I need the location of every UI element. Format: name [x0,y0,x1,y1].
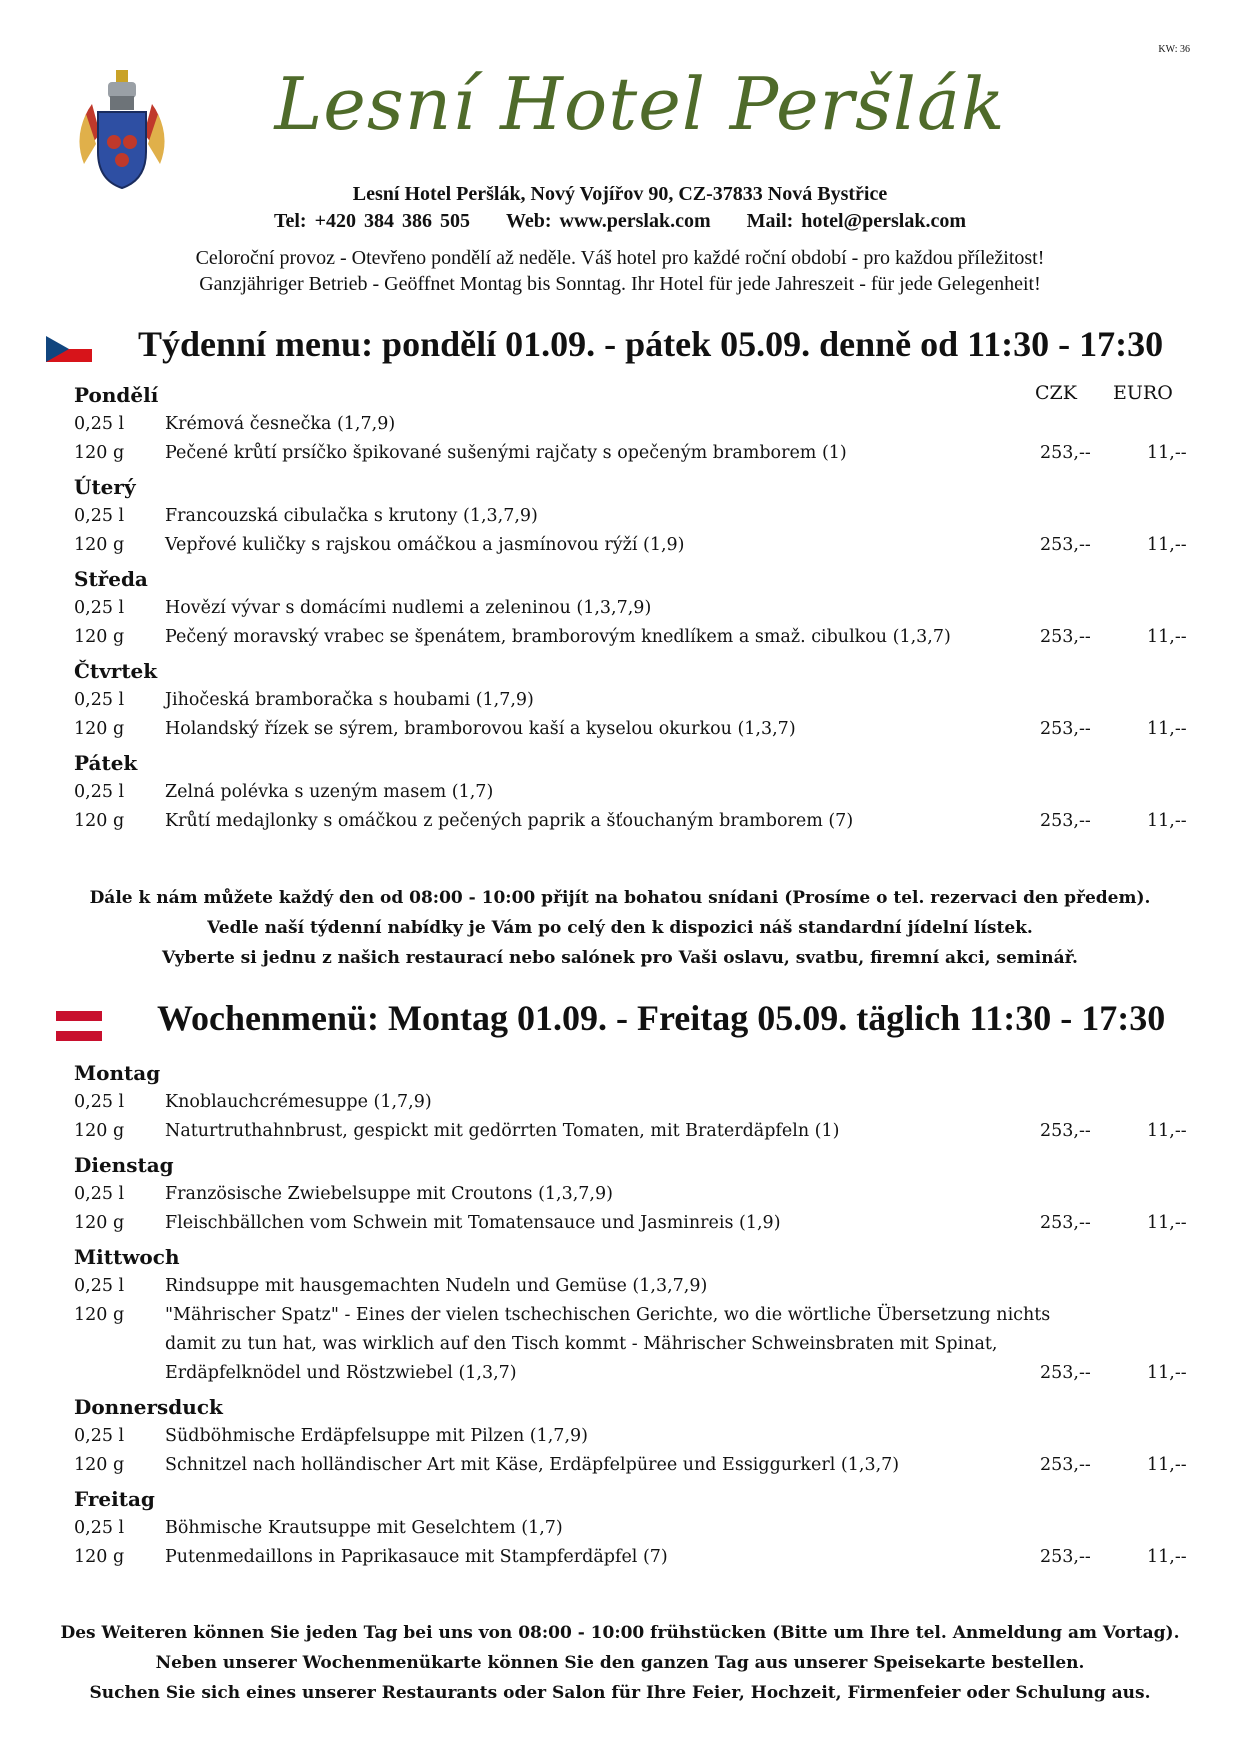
item-quantity: 0,25 l [74,506,125,526]
menu-item [74,807,1190,836]
item-quantity: 120 g [74,627,125,647]
menu-item [74,1422,1190,1451]
menu-item [74,1272,1190,1301]
contact-mail: Mail: hotel@perslak.com [746,210,967,232]
item-dish: Naturtruthahnbrust, gespickt mit gedörrten Tomaten, mit Braterdäpfeln (1) [165,1121,840,1141]
menu-item [74,531,1190,560]
item-dish: Vepřové kuličky s rajskou omáčkou a jasmínovou rýží (1,9) [165,535,685,555]
menu-item [74,1543,1190,1572]
item-quantity: 120 g [74,535,125,555]
menu-list-de [74,1058,1190,1572]
note-line: Neben unserer Wochenmenükarte können Sie den ganzen Tag aus unserer Speisekarte bestellen. [155,1653,1085,1673]
day-heading: Mittwoch [74,1245,180,1269]
item-quantity: 0,25 l [74,782,125,802]
item-quantity: 120 g [74,1547,125,1567]
item-dish: Hovězí vývar s domácími nudlemi a zeleninou (1,3,7,9) [165,598,652,618]
item-price-czk: 253,-- [1040,443,1091,463]
item-dish: Krůtí medajlonky s omáčkou z pečených paprik a šťouchaným bramborem (7) [165,811,854,831]
item-price-eur: 11,-- [1147,1213,1187,1233]
item-dish: Fleischbällchen vom Schwein mit Tomatensauce und Jasminreis (1,9) [165,1213,781,1233]
notes-de [0,1618,1240,1708]
czech-flag-icon [46,336,92,362]
item-quantity: 0,25 l [74,690,125,710]
item-price-eur: 11,-- [1147,1547,1187,1567]
note-line: Vyberte si jednu z našich restaurací nebo salónek pro Vaši oslavu, svatbu, firemní akci, seminář. [162,948,1078,968]
day-heading: Montag [74,1061,161,1085]
item-quantity: 120 g [74,1121,125,1141]
item-price-eur: 11,-- [1147,719,1187,739]
item-dish: Zelná polévka s uzeným masem (1,7) [165,782,494,802]
column-header-czk: CZK [1035,382,1077,404]
menu-item [74,1209,1190,1238]
menu-item [74,439,1190,468]
item-dish: Rindsuppe mit hausgemachten Nudeln und Gemüse (1,3,7,9) [165,1276,708,1296]
item-quantity: 120 g [74,1305,125,1325]
calendar-week-label: KW: 36 [1158,44,1190,55]
menu-item [74,1088,1190,1117]
menu-item [74,623,1190,652]
menu-item [74,778,1190,807]
day-heading: Úterý [74,475,136,499]
item-quantity: 0,25 l [74,1092,125,1112]
item-quantity: 120 g [74,1213,125,1233]
item-dish: "Mährischer Spatz" - Eines der vielen tschechischen Gerichte, wo die wörtliche Übersetzung nichts damit zu tun hat, was wirklich auf den Tisch kommt - Mährischer Schweinsbraten mit Spinat, Erdäpfelknödel und Röstzwiebel (1,3,7) [165,1305,1051,1383]
item-price-eur: 11,-- [1147,627,1187,647]
item-price-czk: 253,-- [1040,1455,1091,1475]
item-price-czk: 253,-- [1040,535,1091,555]
item-price-eur: 11,-- [1147,535,1187,555]
item-price-eur: 11,-- [1147,811,1187,831]
day-heading: Freitag [74,1487,155,1511]
menu-list-cz [74,380,1190,836]
item-price-eur: 11,-- [1147,1363,1187,1383]
austrian-flag-icon [56,1011,102,1041]
hotel-title-logo: Lesní Hotel Peršlák [274,62,1006,146]
item-quantity: 120 g [74,443,125,463]
item-dish: Jihočeská bramboračka s houbami (1,7,9) [165,690,534,710]
hotel-contact [0,210,1240,233]
menu-item [74,1180,1190,1209]
item-dish: Böhmische Krautsuppe mit Geselchtem (1,7) [165,1518,563,1538]
day-heading: Čtvrtek [74,659,158,683]
item-price-czk: 253,-- [1040,1547,1091,1567]
item-quantity: 120 g [74,811,125,831]
menu-item [74,1514,1190,1543]
note-line: Des Weiteren können Sie jeden Tag bei uns von 08:00 - 10:00 frühstücken (Bitte um Ihre tel. Anmeldung am Vortag). [60,1623,1180,1643]
item-quantity: 120 g [74,1455,125,1475]
item-dish: Knoblauchcrémesuppe (1,7,9) [165,1092,432,1112]
note-line: Suchen Sie sich eines unserer Restaurants oder Salon für Ihre Feier, Hochzeit, Firmenfeier oder Schulung aus. [89,1683,1151,1703]
item-quantity: 0,25 l [74,1276,125,1296]
item-dish: Schnitzel nach holländischer Art mit Käse, Erdäpfelpüree und Essiggurkerl (1,3,7) [165,1455,900,1475]
item-quantity: 0,25 l [74,1184,125,1204]
item-dish: Südböhmische Erdäpfelsuppe mit Pilzen (1,7,9) [165,1426,588,1446]
day-heading: Středa [74,567,148,591]
column-header-euro: EURO [1113,382,1173,404]
item-price-czk: 253,-- [1040,1213,1091,1233]
item-price-czk: 253,-- [1040,1363,1091,1383]
item-price-czk: 253,-- [1040,811,1091,831]
contact-tel: Tel: +420 384 386 505 [273,210,470,232]
note-line: Vedle naší týdenní nabídky je Vám po celý den k dispozici náš standardní jídelní lístek. [207,918,1033,938]
hotel-crest-logo [72,64,172,192]
menu-item [74,594,1190,623]
menu-item [74,1117,1190,1146]
item-quantity: 0,25 l [74,1518,125,1538]
item-dish: Putenmedaillons in Paprikasauce mit Stampferdäpfel (7) [165,1547,668,1567]
day-heading: Dienstag [74,1153,174,1177]
day-heading: Pátek [74,751,138,775]
menu-item [74,715,1190,744]
item-price-czk: 253,-- [1040,1121,1091,1141]
menu-item [74,502,1190,531]
item-price-czk: 253,-- [1040,719,1091,739]
item-price-czk: 253,-- [1040,627,1091,647]
hotel-address: Lesní Hotel Peršlák, Nový Vojířov 90, CZ-37833 Nová Bystřice [352,183,888,205]
item-dish: Pečené krůtí prsíčko špikované sušenými rajčaty s opečeným bramborem (1) [165,443,847,463]
item-dish: Holandský řízek se sýrem, bramborovou kaší a kyselou okurkou (1,3,7) [165,719,796,739]
week-menu-heading-de: Wochenmenü: Montag 01.09. - Freitag 05.09. täglich 11:30 - 17:30 [157,998,1166,1038]
day-heading: Pondělí [74,383,159,407]
item-price-eur: 11,-- [1147,1121,1187,1141]
contact-web: Web: www.perslak.com [505,210,711,232]
slogan-cz: Celoroční provoz - Otevřeno pondělí až neděle. Váš hotel pro každé roční období - pro každou příležitost! [195,247,1045,269]
notes-cz [0,883,1240,973]
item-dish: Francouzská cibulačka s krutony (1,3,7,9) [165,506,538,526]
menu-item [74,1451,1190,1480]
menu-item [74,686,1190,715]
item-quantity: 0,25 l [74,1426,125,1446]
item-quantity: 0,25 l [74,414,125,434]
menu-item [74,410,1190,439]
menu-item [74,1301,1190,1388]
item-price-eur: 11,-- [1147,443,1187,463]
item-price-eur: 11,-- [1147,1455,1187,1475]
item-quantity: 120 g [74,719,125,739]
item-dish: Französische Zwiebelsuppe mit Croutons (1,3,7,9) [165,1184,613,1204]
item-dish: Krémová česnečka (1,7,9) [165,414,396,434]
day-heading: Donnersduck [74,1395,223,1419]
item-dish: Pečený moravský vrabec se špenátem, bramborovým knedlíkem a smaž. cibulkou (1,3,7) [165,627,951,647]
slogan-de: Ganzjähriger Betrieb - Geöffnet Montag bis Sonntag. Ihr Hotel für jede Jahreszeit - für jede Gelegenheit! [199,273,1041,295]
note-line: Dále k nám můžete každý den od 08:00 - 10:00 přijít na bohatou snídani (Prosíme o tel. rezervaci den předem). [89,888,1151,908]
item-quantity: 0,25 l [74,598,125,618]
week-menu-heading-cz: Týdenní menu: pondělí 01.09. - pátek 05.09. denně od 11:30 - 17:30 [138,324,1164,364]
